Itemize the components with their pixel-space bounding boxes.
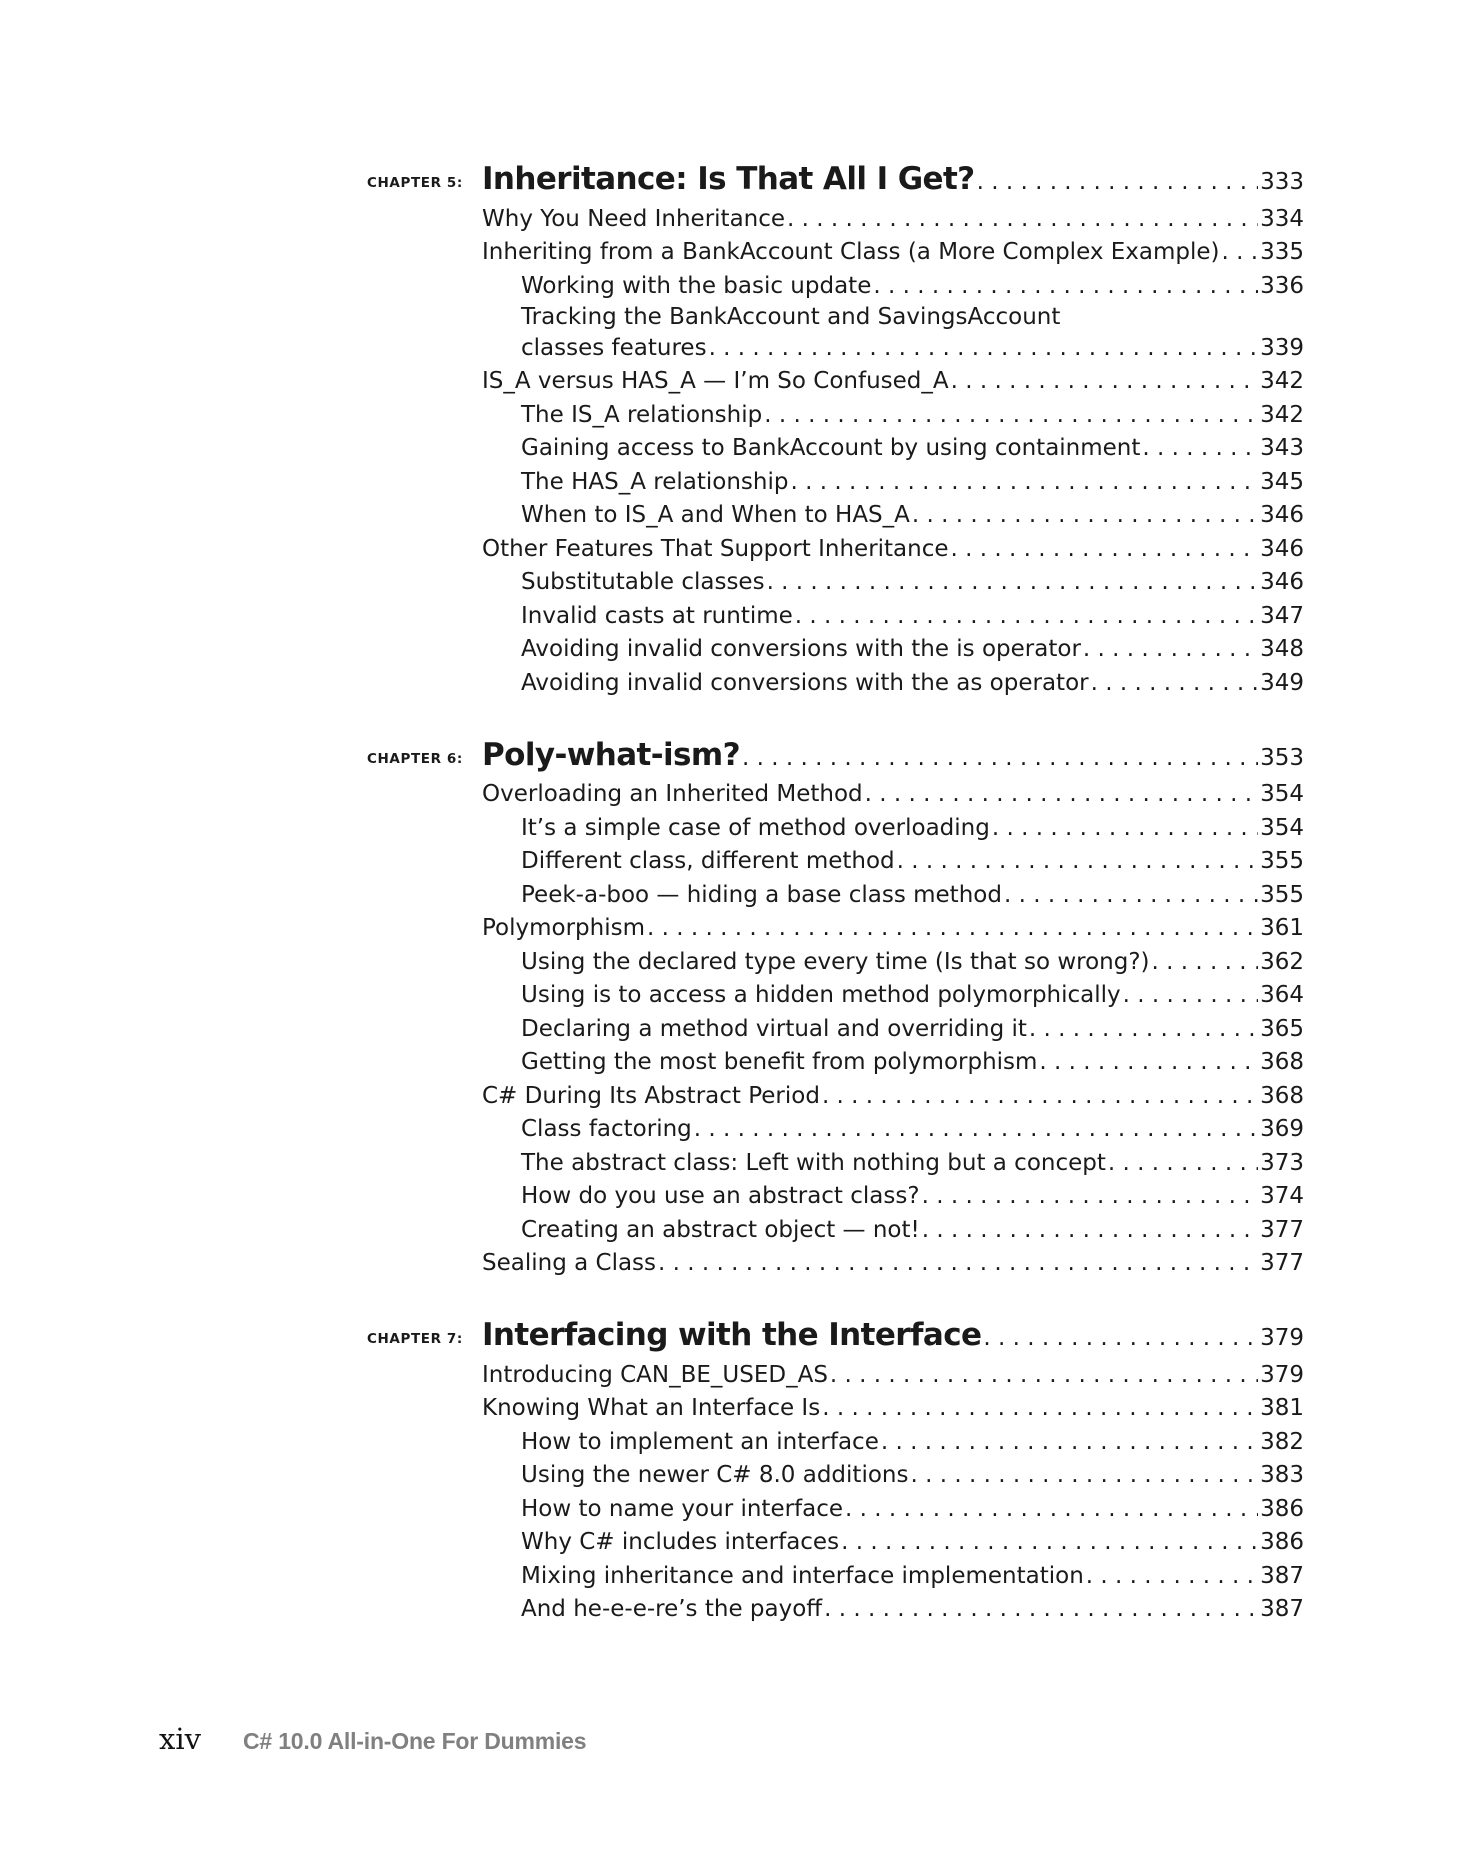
toc-entry-page-number: 383 xyxy=(1260,1462,1304,1488)
dot-leader xyxy=(830,1362,1258,1388)
toc-entry-text: Other Features That Support Inheritance xyxy=(482,535,949,562)
toc-entry-text: The abstract class: Left with nothing but a concept xyxy=(521,1149,1106,1176)
toc-entry-row xyxy=(482,206,1304,232)
toc-entry-row xyxy=(521,1596,1304,1622)
toc-subsection-entry xyxy=(0,304,1475,366)
toc-entry-page-number: 355 xyxy=(1260,881,1304,908)
toc-entry-text: Avoiding invalid conversions with the is operator xyxy=(521,636,1081,662)
toc-entry-text: IS_A versus HAS_A — I’m So Confused_A xyxy=(482,368,949,394)
dot-leader xyxy=(922,1217,1258,1243)
chapter-section xyxy=(0,155,1475,701)
toc-entry-text: Getting the most benefit from polymorphism xyxy=(521,1049,1038,1075)
dot-leader xyxy=(647,915,1258,941)
toc-entry-page-number: 381 xyxy=(1260,1395,1304,1421)
toc-entry-row xyxy=(521,469,1304,495)
toc-entry-page-number: 379 xyxy=(1260,1361,1304,1388)
dot-leader xyxy=(787,206,1258,232)
page-footer xyxy=(159,1722,586,1756)
dot-leader xyxy=(992,815,1258,841)
toc-entry-text: C# During Its Abstract Period xyxy=(482,1082,820,1109)
toc-subsection-entry xyxy=(0,946,1475,980)
toc-entry-row xyxy=(482,915,1304,941)
toc-entry-text: Sealing a Class xyxy=(482,1250,657,1276)
toc-section-entry xyxy=(0,237,1475,271)
toc-subsection-entry xyxy=(0,1147,1475,1181)
toc-entry-row xyxy=(521,1429,1304,1455)
toc-subsection-entry xyxy=(0,1114,1475,1148)
toc-entry-page-number: 334 xyxy=(1260,205,1304,232)
toc-subsection-entry xyxy=(0,1594,1475,1628)
dot-leader xyxy=(1086,1563,1258,1589)
toc-entry-page-number: 368 xyxy=(1260,1049,1304,1075)
dot-leader xyxy=(951,536,1259,562)
toc-entry-row xyxy=(482,1250,1304,1276)
toc-subsection-entry xyxy=(0,1426,1475,1460)
toc-entry-page-number: 365 xyxy=(1260,1015,1304,1042)
toc-entry-page-number: 342 xyxy=(1260,401,1304,428)
toc-entry-text: And he-e-e-re’s the payoff xyxy=(521,1596,823,1622)
toc-entry-page-number: 369 xyxy=(1260,1116,1304,1142)
toc-entry-row xyxy=(521,569,1304,595)
toc-entry-page-number: 346 xyxy=(1260,502,1304,528)
toc-entry-page-number: 335 xyxy=(1260,239,1304,265)
toc-subsection-entry xyxy=(0,1460,1475,1494)
toc-entry-row xyxy=(521,1462,1304,1488)
dot-leader xyxy=(897,848,1258,874)
toc-section-entry xyxy=(0,203,1475,237)
dot-leader xyxy=(1142,435,1258,461)
toc-subsection-entry xyxy=(0,980,1475,1014)
toc-entry-row xyxy=(521,670,1304,696)
toc-subsection-entry xyxy=(0,667,1475,701)
toc-subsection-entry xyxy=(0,567,1475,601)
toc-entry-text: Using is to access a hidden method polymorphically xyxy=(521,982,1121,1008)
dot-leader xyxy=(1123,982,1258,1008)
toc-entry-page-number: 355 xyxy=(1260,848,1304,874)
toc-subsection-entry xyxy=(0,600,1475,634)
toc-entry-page-number: 354 xyxy=(1260,814,1304,841)
toc-entry-row xyxy=(521,982,1304,1008)
chapter-title-row xyxy=(482,1317,1304,1353)
toc-entry-page-number: 345 xyxy=(1260,468,1304,495)
toc-entry-row xyxy=(521,273,1304,299)
dot-leader xyxy=(841,1529,1258,1555)
toc-entry-row xyxy=(521,435,1304,461)
toc-entry-row xyxy=(521,1496,1304,1522)
toc-entry-page-number: 354 xyxy=(1260,781,1304,807)
toc-entry-row xyxy=(482,781,1304,807)
chapter-title: Poly-what-ism? xyxy=(482,736,740,773)
toc-entry-text: Invalid casts at runtime xyxy=(521,602,793,629)
dot-leader xyxy=(922,1183,1259,1209)
toc-entry-page-number: 347 xyxy=(1260,602,1304,629)
dot-leader xyxy=(865,781,1258,807)
toc-entry-text: How to name your interface xyxy=(521,1495,844,1522)
dot-leader xyxy=(1029,1016,1258,1042)
dot-leader xyxy=(983,1325,1258,1351)
toc-entry-row xyxy=(482,239,1304,265)
toc-subsection-entry xyxy=(0,1527,1475,1561)
toc-entry-row xyxy=(521,1183,1304,1209)
toc-entry-text: Gaining access to BankAccount by using containment xyxy=(521,435,1141,461)
toc-section-entry xyxy=(0,1080,1475,1114)
toc-entry-page-number: 368 xyxy=(1260,1082,1304,1109)
toc-entry-page-number: 346 xyxy=(1260,535,1304,562)
toc-entry-row xyxy=(482,1083,1304,1109)
toc-subsection-entry xyxy=(0,1181,1475,1215)
toc-entry-row xyxy=(482,368,1304,394)
chapter-heading xyxy=(0,731,1475,779)
dot-leader xyxy=(709,335,1259,361)
chapter-title-row xyxy=(482,161,1304,197)
toc-entry-row xyxy=(521,1116,1304,1142)
toc-entry-row xyxy=(521,603,1304,629)
toc-entry-text: Declaring a method virtual and overriding it xyxy=(521,1015,1027,1042)
toc-entry-page-number: 362 xyxy=(1260,948,1304,975)
dot-leader xyxy=(822,1395,1258,1421)
toc-entry-page-number: 361 xyxy=(1260,915,1304,941)
chapter-label: CHAPTER 6: xyxy=(367,750,463,767)
toc-entry-row xyxy=(521,502,1304,528)
toc-entry-row xyxy=(482,536,1304,562)
toc-entry-text: Creating an abstract object — not! xyxy=(521,1216,920,1243)
toc-entry-page-number: 342 xyxy=(1260,368,1304,394)
toc-entry-page-number: 346 xyxy=(1260,569,1304,595)
dot-leader xyxy=(767,569,1259,595)
dot-leader xyxy=(764,402,1258,428)
chapter-page-number: 333 xyxy=(1260,169,1304,195)
dot-leader xyxy=(951,368,1258,394)
toc-subsection-entry xyxy=(0,500,1475,534)
dot-leader xyxy=(1039,1049,1258,1075)
toc-entry-text: How to implement an interface xyxy=(521,1428,879,1455)
toc-section-entry xyxy=(0,366,1475,400)
toc-entry-row xyxy=(521,1049,1304,1075)
dot-leader xyxy=(910,1462,1258,1488)
chapter-page-number: 353 xyxy=(1260,744,1304,771)
toc-entry-row xyxy=(521,882,1304,908)
toc-entry-text: Why C# includes interfaces xyxy=(521,1529,840,1555)
toc-subsection-entry xyxy=(0,634,1475,668)
toc-entry-text: Polymorphism xyxy=(482,915,646,941)
toc-entry-row xyxy=(521,1529,1304,1555)
chapter-heading xyxy=(0,1311,1475,1359)
toc-entry-text: When to IS_A and When to HAS_A xyxy=(521,502,910,528)
dot-leader xyxy=(845,1496,1258,1522)
toc-entry-text: Substitutable classes xyxy=(521,569,765,595)
toc-entry-row xyxy=(521,335,1304,361)
toc-subsection-entry xyxy=(0,1047,1475,1081)
toc-entry-text: Mixing inheritance and interface implementation xyxy=(521,1562,1084,1589)
toc-entry-page-number: 386 xyxy=(1260,1495,1304,1522)
toc-entry-page-number: 339 xyxy=(1260,334,1304,361)
toc-entry-row xyxy=(482,1362,1304,1388)
toc-entry-text: Working with the basic update xyxy=(521,272,872,299)
toc-entry-page-number: 349 xyxy=(1260,669,1304,696)
toc-subsection-entry xyxy=(0,846,1475,880)
toc-subsection-entry xyxy=(0,1560,1475,1594)
dot-leader xyxy=(977,169,1259,195)
dot-leader xyxy=(742,745,1258,771)
dot-leader xyxy=(873,273,1258,299)
toc-entry-row xyxy=(521,949,1304,975)
chapter-title: Interfacing with the Interface xyxy=(482,1317,982,1353)
dot-leader xyxy=(1004,882,1258,908)
chapter-heading xyxy=(0,155,1475,203)
toc-entry-text: Inheriting from a BankAccount Class (a More Complex Example) xyxy=(482,239,1220,265)
toc-section-entry xyxy=(0,779,1475,813)
toc-entry-text: Peek-a-boo — hiding a base class method xyxy=(521,881,1002,908)
dot-leader xyxy=(824,1596,1258,1622)
toc-entry-page-number: 377 xyxy=(1260,1250,1304,1276)
chapter-title-row xyxy=(482,737,1304,773)
chapter-label: CHAPTER 5: xyxy=(367,175,463,191)
toc-entry-page-number: 382 xyxy=(1260,1428,1304,1455)
toc-entry-page-number: 336 xyxy=(1260,272,1304,299)
toc-entry-row xyxy=(482,1395,1304,1421)
dot-leader xyxy=(1108,1150,1258,1176)
toc-entry-text: Class factoring xyxy=(521,1116,692,1142)
chapter-section xyxy=(0,731,1475,1282)
toc-section-entry xyxy=(0,913,1475,947)
toc-entry-row xyxy=(521,1217,1304,1243)
toc-section-entry xyxy=(0,533,1475,567)
toc-entry-row xyxy=(521,1016,1304,1042)
toc-entry-text: Using the declared type every time (Is that so wrong?) xyxy=(521,948,1150,975)
dot-leader xyxy=(790,469,1258,495)
toc-subsection-entry xyxy=(0,433,1475,467)
dot-leader xyxy=(822,1083,1258,1109)
toc-subsection-entry xyxy=(0,1214,1475,1248)
toc-entry-row xyxy=(521,815,1304,841)
toc-entry-page-number: 387 xyxy=(1260,1596,1304,1622)
dot-leader xyxy=(1091,670,1258,696)
toc-entry-row xyxy=(521,848,1304,874)
toc-section-entry xyxy=(0,1393,1475,1427)
toc-entry-row xyxy=(521,636,1304,662)
toc-entry-text: Avoiding invalid conversions with the as operator xyxy=(521,669,1089,696)
toc-entry-text: The HAS_A relationship xyxy=(521,468,789,495)
toc-entry-page-number: 387 xyxy=(1260,1562,1304,1589)
dot-leader xyxy=(1152,949,1259,975)
toc-section-entry xyxy=(0,1248,1475,1282)
chapter-page-number: 379 xyxy=(1260,1325,1304,1351)
toc-entry-text: Knowing What an Interface Is xyxy=(482,1395,821,1421)
toc-entry-text-line1: Tracking the BankAccount and SavingsAccount xyxy=(521,303,1061,330)
chapter-section xyxy=(0,1311,1475,1627)
toc-entry-page-number: 343 xyxy=(1260,435,1304,461)
toc-entry-text: It’s a simple case of method overloading xyxy=(521,814,990,841)
toc-entry-text: classes features xyxy=(521,334,707,361)
chapter-label: CHAPTER 7: xyxy=(367,1331,463,1347)
dot-leader xyxy=(1083,636,1258,662)
page-number: xiv xyxy=(159,1722,202,1756)
dot-leader xyxy=(694,1116,1258,1142)
toc-entry-text: Different class, different method xyxy=(521,848,895,874)
toc-subsection-entry xyxy=(0,879,1475,913)
toc-entry-page-number: 348 xyxy=(1260,636,1304,662)
dot-leader xyxy=(658,1250,1258,1276)
toc-entry-text: The IS_A relationship xyxy=(521,401,763,428)
toc-entry-row xyxy=(521,402,1304,428)
toc-subsection-entry xyxy=(0,399,1475,433)
toc-subsection-entry xyxy=(0,1493,1475,1527)
toc-entry-row xyxy=(521,1563,1304,1589)
toc-subsection-entry xyxy=(0,1013,1475,1047)
toc-entry-text: How do you use an abstract class? xyxy=(521,1183,920,1209)
chapter-title: Inheritance: Is That All I Get? xyxy=(482,161,975,197)
toc-section-entry xyxy=(0,1359,1475,1393)
toc-entry-text: Introducing CAN_BE_USED_AS xyxy=(482,1361,828,1388)
toc-entry-text: Overloading an Inherited Method xyxy=(482,781,863,807)
toc-entry-text: Why You Need Inheritance xyxy=(482,205,786,232)
dot-leader xyxy=(881,1429,1258,1455)
dot-leader xyxy=(795,603,1258,629)
toc-subsection-entry xyxy=(0,812,1475,846)
toc-entry-page-number: 374 xyxy=(1260,1183,1304,1209)
toc-entry-page-number: 373 xyxy=(1260,1149,1304,1176)
toc-entry-page-number: 386 xyxy=(1260,1529,1304,1555)
toc-entry-text: Using the newer C# 8.0 additions xyxy=(521,1462,909,1488)
table-of-contents xyxy=(0,155,1475,1657)
toc-entry-row xyxy=(521,1150,1304,1176)
book-title: C# 10.0 All-in-One For Dummies xyxy=(243,1728,587,1754)
dot-leader xyxy=(1222,239,1259,265)
toc-entry-page-number: 377 xyxy=(1260,1216,1304,1243)
toc-entry-page-number: 364 xyxy=(1260,982,1304,1008)
toc-subsection-entry xyxy=(0,270,1475,304)
toc-subsection-entry xyxy=(0,466,1475,500)
dot-leader xyxy=(912,502,1258,528)
